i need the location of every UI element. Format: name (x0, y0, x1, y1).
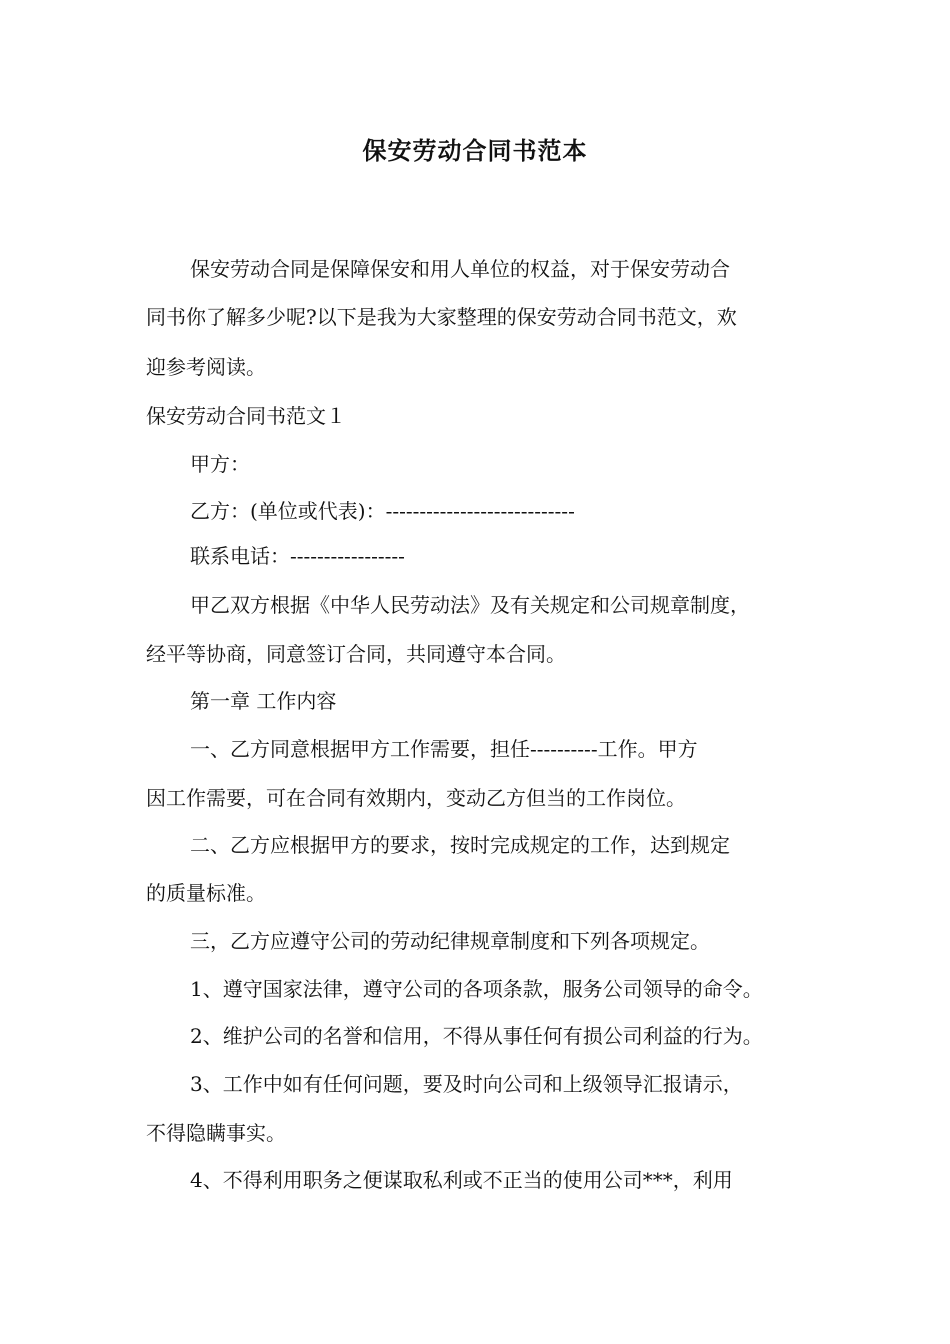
paragraph-line: 同书你了解多少呢?以下是我为大家整理的保安劳动合同书范文，欢 (146, 305, 737, 329)
paragraph-line: 一、乙方同意根据甲方工作需要，担任----------工作。甲方 (190, 737, 698, 761)
contact-phone-line: 联系电话：----------------- (190, 544, 405, 568)
paragraph-line: 的质量标准。 (146, 881, 266, 905)
document-title: 保安劳动合同书范本 (362, 137, 588, 165)
list-item: 2、维护公司的名誉和信用，不得从事任何有损公司利益的行为。 (190, 1024, 763, 1048)
party-a-line: 甲方： (190, 452, 250, 476)
paragraph-line: 二、乙方应根据甲方的要求，按时完成规定的工作，达到规定 (190, 833, 730, 857)
list-item: 3、工作中如有任何问题，要及时向公司和上级领导汇报请示， (190, 1072, 743, 1096)
section-heading: 保安劳动合同书范文１ (146, 404, 346, 428)
party-b-line: 乙方：(单位或代表)：---------------------------- (190, 499, 575, 523)
list-item: 1、遵守国家法律，遵守公司的各项条款，服务公司领导的命令。 (190, 977, 763, 1001)
paragraph-line: 甲乙双方根据《中华人民劳动法》及有关规定和公司规章制度， (190, 593, 750, 617)
list-item: 4、不得利用职务之便谋取私利或不正当的使用公司***，利用 (190, 1168, 733, 1192)
paragraph-line: 因工作需要，可在合同有效期内，变动乙方但当的工作岗位。 (146, 786, 686, 810)
paragraph-line: 不得隐瞒事实。 (146, 1121, 286, 1145)
paragraph-line: 三，乙方应遵守公司的劳动纪律规章制度和下列各项规定。 (190, 929, 710, 953)
paragraph-line: 保安劳动合同是保障保安和用人单位的权益，对于保安劳动合 (190, 257, 730, 281)
paragraph-line: 经平等协商，同意签订合同，共同遵守本合同。 (146, 642, 566, 666)
chapter-heading: 第一章 工作内容 (190, 689, 337, 713)
paragraph-line: 迎参考阅读。 (146, 355, 266, 379)
